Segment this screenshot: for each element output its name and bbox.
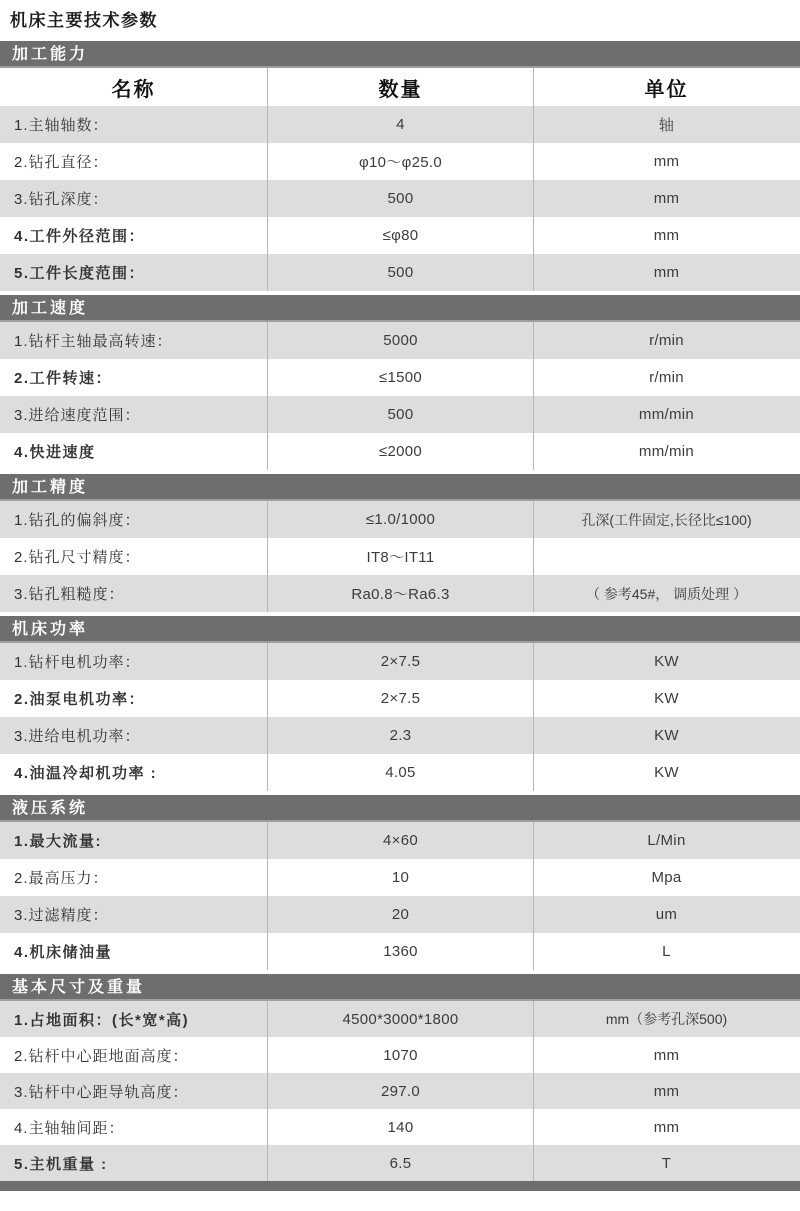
table-row [0, 396, 800, 433]
table-row [0, 538, 800, 575]
section-rows [0, 501, 800, 612]
row-value: 4 [267, 106, 534, 143]
row-value: 2×7.5 [267, 680, 534, 717]
table-row [0, 143, 800, 180]
row-unit: mm [653, 190, 680, 207]
section-header-bar [0, 41, 800, 68]
row-unit: um [655, 906, 678, 923]
row-unit: r/min [649, 332, 684, 349]
row-unit: mm [653, 264, 680, 281]
row-label: 4.工件外径范围： [14, 228, 146, 245]
section-rows [0, 322, 800, 470]
row-label: 1.主轴轴数： [14, 117, 109, 134]
table-bottom-bar [0, 1181, 800, 1191]
table-row [0, 1109, 800, 1145]
row-value: 2×7.5 [267, 643, 534, 680]
row-unit: KW [654, 653, 679, 670]
row-label: 5.工件长度范围： [14, 265, 146, 282]
section-title: 液压系统 [12, 800, 89, 817]
section-title: 机床功率 [12, 621, 89, 638]
section-header-bar [0, 616, 800, 643]
row-value: ≤2000 [267, 433, 534, 470]
row-label: 1.占地面积：(长*宽*高) [14, 1011, 190, 1029]
spec-section [0, 295, 800, 470]
row-value: 4×60 [267, 822, 534, 859]
row-label: 3.钻孔粗糙度： [14, 586, 125, 603]
section-title: 加工速度 [12, 300, 89, 317]
row-label: 2.钻杆中心距地面高度： [14, 1047, 189, 1065]
row-value: 297.0 [267, 1073, 534, 1109]
row-unit: mm/min [638, 406, 695, 423]
row-unit: mm [653, 227, 680, 244]
row-value: 500 [267, 254, 534, 291]
spec-section [0, 795, 800, 970]
column-header-row [0, 68, 800, 106]
section-rows [0, 643, 800, 791]
row-unit: Mpa [651, 869, 682, 886]
row-unit: mm（参考孔深500) [605, 1011, 728, 1027]
section-title: 基本尺寸及重量 [12, 979, 146, 996]
row-unit: L [662, 943, 671, 960]
row-value: 4.05 [267, 754, 534, 791]
row-unit: T [661, 1154, 672, 1172]
table-row [0, 1145, 800, 1181]
table-row [0, 106, 800, 143]
row-unit: mm [653, 1082, 680, 1100]
table-row [0, 717, 800, 754]
spec-section [0, 474, 800, 612]
row-value: 10 [267, 859, 534, 896]
table-row [0, 254, 800, 291]
row-unit: KW [654, 690, 679, 707]
section-header-bar [0, 795, 800, 822]
page-title: 机床主要技术参数 [10, 11, 158, 30]
row-value: Ra0.8～Ra6.3 [267, 575, 534, 612]
table-row [0, 680, 800, 717]
row-label: 4.主轴轴间距： [14, 1119, 125, 1137]
row-label: 2.工件转速： [14, 370, 113, 387]
spec-section [0, 974, 800, 1181]
table-row [0, 180, 800, 217]
row-label: 3.进给速度范围： [14, 407, 141, 424]
row-label: 3.钻杆中心距导轨高度： [14, 1083, 189, 1101]
spec-table [0, 41, 800, 1181]
row-label: 4.快进速度 [14, 444, 96, 461]
table-row [0, 501, 800, 538]
row-value: 140 [267, 1109, 534, 1145]
table-row [0, 359, 800, 396]
row-unit: mm [653, 1118, 680, 1136]
table-row [0, 754, 800, 791]
table-row [0, 896, 800, 933]
row-unit: L/Min [647, 832, 686, 849]
row-value: 6.5 [267, 1145, 534, 1181]
row-label: 2.油泵电机功率： [14, 691, 146, 708]
table-row [0, 1073, 800, 1109]
row-label: 4.机床储油量 [14, 944, 113, 961]
row-label: 1.最大流量: [14, 833, 103, 850]
row-label: 4.油温冷却机功率 : [14, 765, 158, 782]
row-label: 2.钻孔尺寸精度： [14, 549, 141, 566]
section-title: 加工精度 [12, 479, 89, 496]
row-unit: r/min [649, 369, 684, 386]
table-row [0, 322, 800, 359]
section-rows [0, 822, 800, 970]
table-row [0, 822, 800, 859]
row-value: 500 [267, 180, 534, 217]
row-value: 20 [267, 896, 534, 933]
table-row [0, 575, 800, 612]
row-label: 1.钻杆主轴最高转速： [14, 333, 173, 350]
spec-section [0, 41, 800, 291]
row-value: 500 [267, 396, 534, 433]
table-row [0, 933, 800, 970]
row-value: ≤1500 [267, 359, 534, 396]
table-row [0, 1037, 800, 1073]
spec-section [0, 616, 800, 791]
row-unit: mm/min [638, 443, 695, 460]
row-value: IT8～IT11 [267, 538, 534, 575]
row-value: 5000 [267, 322, 534, 359]
section-title: 加工能力 [12, 46, 89, 63]
row-unit: 孔深(工件固定,长径比≤100) [581, 511, 752, 528]
row-unit [534, 538, 799, 575]
row-label: 1.钻孔的偏斜度： [14, 512, 141, 529]
row-unit: （ 参考45#， 调质处理 ） [585, 585, 748, 602]
row-label: 2.最高压力： [14, 870, 109, 887]
table-row [0, 859, 800, 896]
row-value: 4500*3000*1800 [267, 1001, 534, 1037]
row-label: 3.钻孔深度： [14, 191, 109, 208]
row-value: 1070 [267, 1037, 534, 1073]
section-rows [0, 1001, 800, 1181]
row-label: 5.主机重量 : [14, 1155, 108, 1173]
column-header-qty: 数量 [267, 68, 534, 106]
section-header-bar [0, 974, 800, 1001]
row-value: ≤1.0/1000 [267, 501, 534, 538]
section-header-bar [0, 474, 800, 501]
table-row [0, 217, 800, 254]
row-unit: mm [653, 153, 680, 170]
row-value: 1360 [267, 933, 534, 970]
table-row [0, 643, 800, 680]
row-value: 2.3 [267, 717, 534, 754]
section-header-bar [0, 295, 800, 322]
row-value: ≤φ80 [267, 217, 534, 254]
row-unit: mm [653, 1046, 680, 1064]
row-unit: KW [654, 764, 679, 781]
row-unit: KW [654, 727, 679, 744]
row-label: 2.钻孔直径： [14, 154, 109, 171]
column-header-name: 名称 [111, 78, 156, 101]
section-rows [0, 106, 800, 291]
table-row [0, 1001, 800, 1037]
column-header-unit: 单位 [644, 78, 689, 101]
row-label: 3.进给电机功率： [14, 728, 141, 745]
table-row [0, 433, 800, 470]
row-value: φ10～φ25.0 [267, 143, 534, 180]
row-unit: 轴 [658, 117, 675, 134]
row-label: 1.钻杆电机功率： [14, 654, 141, 671]
row-label: 3.过滤精度： [14, 907, 109, 924]
